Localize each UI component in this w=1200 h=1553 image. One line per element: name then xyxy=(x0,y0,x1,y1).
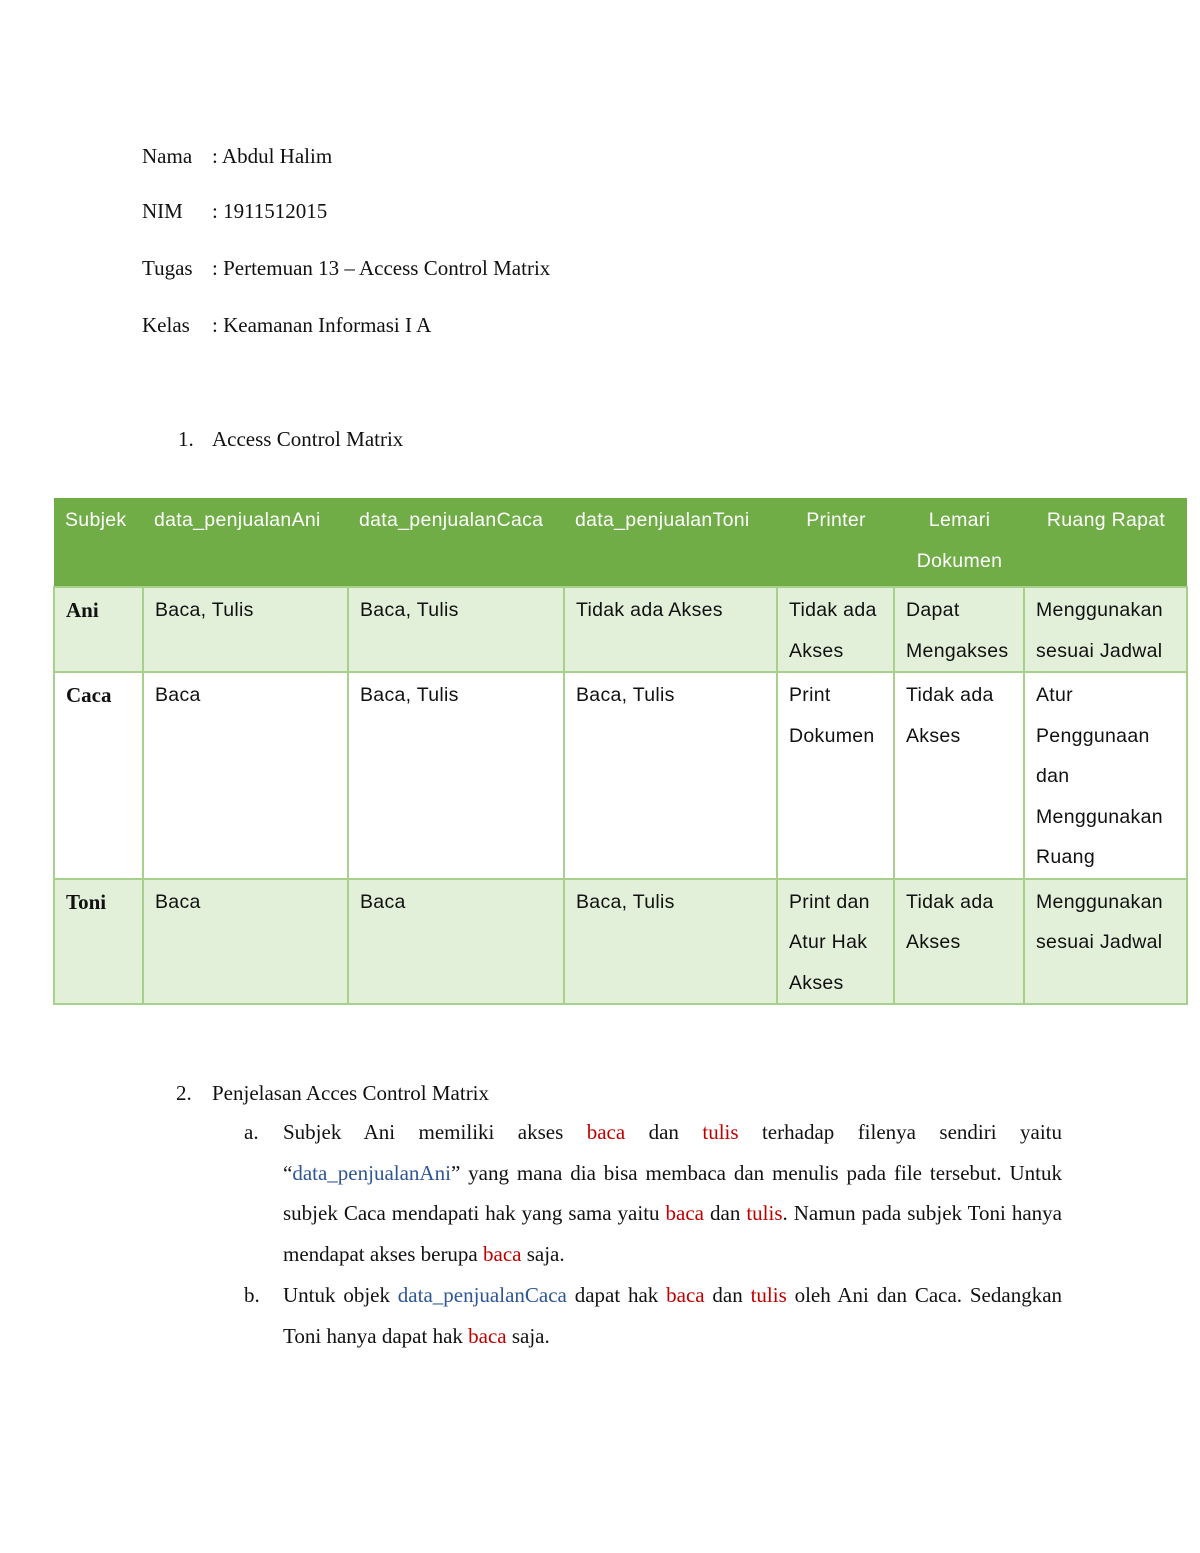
highlight-access-right: tulis xyxy=(746,1201,783,1225)
explanation-item-a xyxy=(244,1112,1062,1274)
table-cell: Baca, Tulis xyxy=(564,879,777,1005)
list-marker: b. xyxy=(244,1283,260,1307)
text-segment: saja. xyxy=(521,1241,565,1266)
table-cell: Baca, Tulis xyxy=(143,587,348,672)
table-cell-subject: Ani xyxy=(54,587,143,672)
list-marker: a. xyxy=(244,1120,259,1144)
text-segment: . Namun pada subjek Toni hanya mendapat akses berupa xyxy=(283,1201,1063,1266)
paragraph xyxy=(283,1275,1062,1356)
section-title: Access Control Matrix xyxy=(212,427,404,451)
table-cell: Baca, Tulis xyxy=(564,672,777,879)
table-cell: Atur Penggunaan dan Menggunakan Ruang xyxy=(1024,672,1187,879)
table-header-cell: Subjek xyxy=(54,498,143,587)
info-value: : Pertemuan 13 – Access Control Matrix xyxy=(212,256,551,280)
text-segment: saja. xyxy=(506,1323,550,1348)
table-cell: Baca xyxy=(143,672,348,879)
section-number: 1. xyxy=(178,427,194,451)
explanation-item-b xyxy=(244,1275,1062,1356)
text-segment: dapat hak xyxy=(566,1283,667,1307)
table-cell: Menggunakan sesuai Jadwal xyxy=(1024,879,1187,1005)
table-row xyxy=(54,587,1187,672)
section-title: Penjelasan Acces Control Matrix xyxy=(212,1081,490,1105)
section-number: 2. xyxy=(176,1081,192,1105)
table-header-row xyxy=(54,498,1187,587)
highlight-access-right: tulis xyxy=(750,1283,787,1307)
text-segment: ” yang mana dia bisa membaca dan menulis pada file tersebut. Untuk subjek Caca mendapati hak yang sama yaitu xyxy=(283,1160,1062,1225)
table-cell: Dapat Mengakses xyxy=(894,587,1024,672)
table-header-cell: Lemari Dokumen xyxy=(894,498,1024,587)
paragraph xyxy=(283,1112,1062,1274)
table-cell: Baca, Tulis xyxy=(348,587,564,672)
info-label: NIM xyxy=(142,199,183,223)
table-cell: Tidak ada Akses xyxy=(894,879,1024,1005)
info-value: : 1911512015 xyxy=(212,199,328,223)
table-cell: Tidak ada Akses xyxy=(894,672,1024,879)
table-cell: Tidak ada Akses xyxy=(564,587,777,672)
highlight-object-name: data_penjualanAni xyxy=(292,1160,451,1185)
table-cell: Baca xyxy=(348,879,564,1005)
table-cell: Baca xyxy=(143,879,348,1005)
highlight-access-right: baca xyxy=(468,1323,507,1348)
table-header-cell: data_penjualanAni xyxy=(143,498,348,587)
text-segment: Subjek Ani memiliki akses xyxy=(283,1120,587,1144)
table-header-cell: data_penjualanToni xyxy=(564,498,777,587)
access-control-matrix-table xyxy=(53,498,1188,1005)
text-segment: dan xyxy=(625,1120,703,1144)
table-cell-subject: Toni xyxy=(54,879,143,1005)
table-header-cell: data_penjualanCaca xyxy=(348,498,564,587)
text-segment: Untuk objek xyxy=(283,1283,398,1307)
table-header-cell: Printer xyxy=(777,498,894,587)
table-row xyxy=(54,672,1187,879)
info-value: : Abdul Halim xyxy=(212,144,333,168)
info-value: : Keamanan Informasi I A xyxy=(212,313,432,337)
highlight-access-right: baca xyxy=(586,1120,626,1144)
table-cell-subject: Caca xyxy=(54,672,143,879)
text-segment: dan xyxy=(704,1283,751,1307)
table-cell: Print dan Atur Hak Akses xyxy=(777,879,894,1005)
table-cell: Menggunakan sesuai Jadwal xyxy=(1024,587,1187,672)
table-cell: Baca, Tulis xyxy=(348,672,564,879)
info-label: Tugas xyxy=(142,256,193,280)
highlight-access-right: baca xyxy=(483,1241,522,1266)
table-row xyxy=(54,879,1187,1005)
info-label: Kelas xyxy=(142,313,190,337)
highlight-access-right: tulis xyxy=(702,1120,739,1144)
table-cell: Print Dokumen xyxy=(777,672,894,879)
highlight-object-name: data_penjualanCaca xyxy=(397,1283,567,1307)
highlight-access-right: baca xyxy=(665,1201,704,1225)
table-header-cell: Ruang Rapat xyxy=(1024,498,1187,587)
highlight-access-right: baca xyxy=(666,1283,705,1307)
text-segment: dan xyxy=(704,1201,747,1225)
text-segment: oleh Ani dan Caca. Sedangkan Toni hanya dapat hak xyxy=(283,1283,1063,1348)
table-cell: Tidak ada Akses xyxy=(777,587,894,672)
text-segment: terhadap filenya sendiri yaitu “ xyxy=(283,1120,1062,1185)
info-label: Nama xyxy=(142,144,193,168)
